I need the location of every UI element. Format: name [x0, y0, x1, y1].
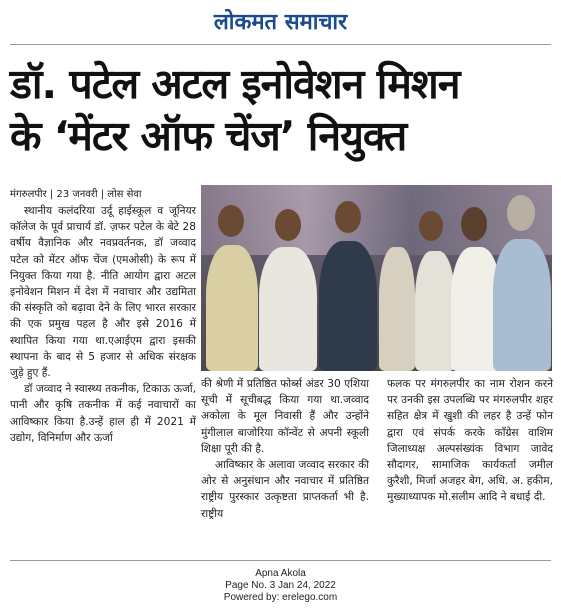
photo-person [379, 247, 415, 371]
article-paragraph: की श्रेणी में प्रतिष्ठित फोर्ब्स अंडर 30 एशिया सूची में सूचीबद्ध किया गया था.जव्वाद अकोला के मूल निवासी हैं और उन्होंने मुंगीलाल बाजोरिया कॉन्वेंट से अपनी स्कूली शिक्षा पूरी की है. [201, 378, 369, 455]
photo-person [493, 239, 551, 371]
article-paragraph: डॉ जव्वाद ने स्वास्थ्य तकनीक, टिकाऊ ऊर्जा, पानी और कृषि तकनीक में कई नवाचारों का आविष्कार किया है.उन्हें हाल ही में 2021 में उद्योग, विनिर्माण और ऊर्जा [10, 383, 196, 444]
photo-person-head [507, 195, 535, 231]
headline-line-1: डॉ. पटेल अटल इनोवेशन मिशन [10, 60, 460, 108]
newspaper-logo: लोकमत समाचार [213, 9, 348, 35]
dateline: मंगरुलपीर | 23 जनवरी | लोस सेवा [10, 189, 142, 200]
masthead-divider [10, 44, 551, 45]
article-paragraph: स्थानीय कलंदरिया उर्दू हाईस्कूल व जूनियर कॉलेज के पूर्व प्राचार्य डॉ. ज़फर पटेल के बेटे 28 वर्षीय वैज्ञानिक और नवप्रवर्तनक, डॉ जव्वाद पटेल को मेंटर ऑफ चेंज (एमओसी) के रूप में नियुक्त किया गया है. नीति आयोग द्वारा अटल इनोवेशन मिशन में देश में नवाचार और उद्यमिता की संस्कृति को बढ़ावा देने के लिए भारत सरकार की एक प्रमुख पहल है और इसे 2016 में स्थापित किया गया था.एआईएम द्वारा इसकी स्थापना के बाद से 5 हजार से अधिक संरक्षक जुड़े हुए हैं. [10, 205, 196, 380]
edition-name: Apna Akola [255, 568, 306, 579]
photo-person [259, 247, 317, 371]
photo-person-head [335, 201, 361, 233]
article-column-2 [201, 376, 369, 522]
photo-person-head [461, 207, 487, 241]
photo-person [206, 245, 258, 371]
photo-person-head [218, 205, 244, 237]
photo-person [319, 241, 377, 371]
headline-line-2: के ‘मेंटर ऑफ चेंज’ नियुक्त [10, 112, 407, 160]
article-column-1 [10, 203, 196, 446]
powered-by: Powered by: erelego.com [223, 592, 338, 603]
footer-divider [10, 560, 551, 561]
headline [10, 58, 555, 162]
page-footer [0, 568, 561, 604]
masthead [0, 0, 561, 44]
photo-person-head [419, 211, 443, 241]
photo-person-head [275, 209, 301, 241]
article-photo [201, 185, 552, 371]
photo-backdrop [201, 185, 552, 255]
article-paragraph: आविष्कार के अलावा जव्वाद सरकार की ओर से अनुसंधान और नवाचार में प्रतिष्ठित राष्ट्रीय पुरस्कार उत्कृष्टता प्राप्तकर्ता भी है. राष्ट्रीय [201, 459, 369, 520]
photo-person [415, 251, 455, 371]
article-paragraph: फलक पर मंगरुलपीर का नाम रोशन करने पर उनकी इस उपलब्धि पर मंगरुलपीर शहर सहित क्षेत्र में खुशी की लहर है उन्हें फोन द्वारा एवं संपर्क करके कॉंग्रेस वाशिम जिलाध्यक्ष अल्पसंख्यंक विभाग जावेद सौदागर, सामाजिक कार्यकर्ता जमील कुरैशी, मिर्जा अजहर बेग, अधि. अ. हकीम, मुख्याध्यापक मो.सलीम आदि ने बधाई दी. [387, 378, 553, 504]
page-info: Page No. 3 Jan 24, 2022 [225, 580, 336, 591]
article-column-3 [387, 376, 553, 506]
